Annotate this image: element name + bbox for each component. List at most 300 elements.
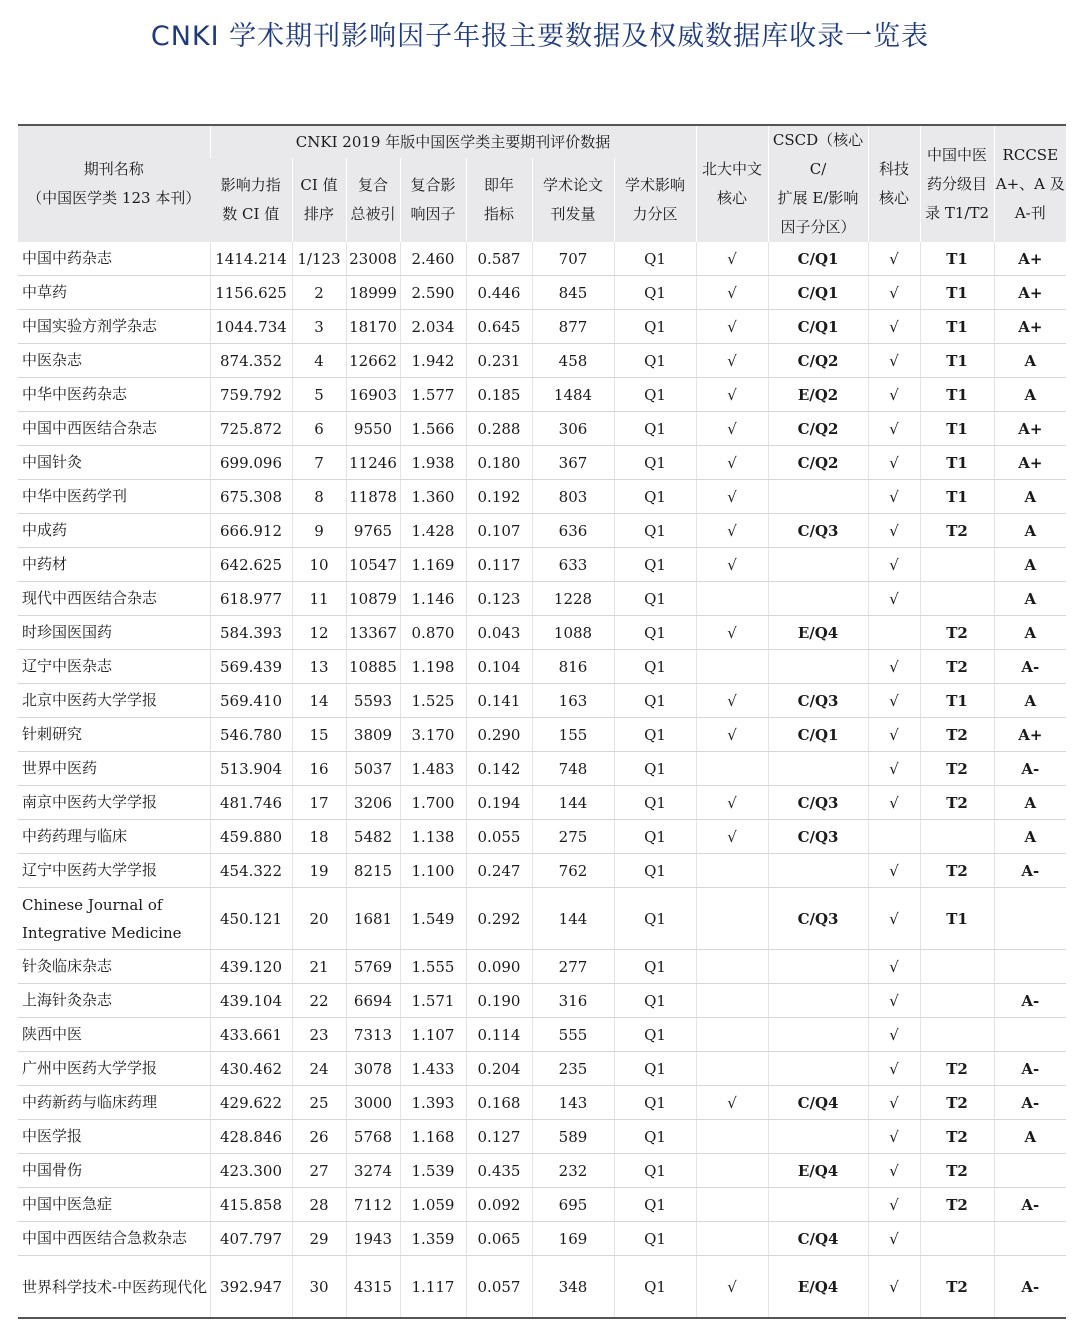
journal-name-cell: 世界科学技术-中医药现代化 bbox=[18, 1256, 210, 1319]
journal-name-cell: 南京中医药大学学报 bbox=[18, 786, 210, 820]
table-cell: √ bbox=[868, 310, 920, 344]
table-cell: 1.549 bbox=[400, 888, 466, 950]
table-cell bbox=[920, 582, 994, 616]
table-cell: 3078 bbox=[346, 1052, 400, 1086]
journal-name-cell: 中成药 bbox=[18, 514, 210, 548]
table-cell: A bbox=[994, 820, 1066, 854]
table-cell: 2.460 bbox=[400, 242, 466, 276]
journal-table bbox=[18, 124, 1066, 1319]
table-cell: C/Q3 bbox=[768, 786, 868, 820]
table-cell: 235 bbox=[532, 1052, 614, 1086]
table-cell: A- bbox=[994, 752, 1066, 786]
table-cell: √ bbox=[868, 276, 920, 310]
table-cell: C/Q1 bbox=[768, 310, 868, 344]
table-cell: A bbox=[994, 480, 1066, 514]
table-cell: 1.566 bbox=[400, 412, 466, 446]
table-cell: A+ bbox=[994, 718, 1066, 752]
table-cell: T2 bbox=[920, 1086, 994, 1120]
table-cell: √ bbox=[868, 1086, 920, 1120]
table-cell: 546.780 bbox=[210, 718, 292, 752]
table-cell bbox=[994, 1018, 1066, 1052]
journal-name-cell: 中国中西医结合急救杂志 bbox=[18, 1222, 210, 1256]
table-cell: 0.587 bbox=[466, 242, 532, 276]
journal-name-cell: 针刺研究 bbox=[18, 718, 210, 752]
journal-name-cell: 中华中医药杂志 bbox=[18, 378, 210, 412]
table-cell: 0.114 bbox=[466, 1018, 532, 1052]
table-cell: 1.555 bbox=[400, 950, 466, 984]
header-tcm-grade: 中国中医 药分级目 录 T1/T2 bbox=[920, 125, 994, 242]
table-cell: Q1 bbox=[614, 616, 696, 650]
table-cell: 5 bbox=[292, 378, 346, 412]
table-cell: 0.204 bbox=[466, 1052, 532, 1086]
table-cell: 707 bbox=[532, 242, 614, 276]
table-cell: 16903 bbox=[346, 378, 400, 412]
table-cell: 392.947 bbox=[210, 1256, 292, 1319]
table-cell: √ bbox=[696, 412, 768, 446]
table-cell bbox=[920, 950, 994, 984]
table-cell bbox=[768, 854, 868, 888]
table-cell: Q1 bbox=[614, 480, 696, 514]
table-cell: Q1 bbox=[614, 582, 696, 616]
table-cell: 7313 bbox=[346, 1018, 400, 1052]
table-cell: Q1 bbox=[614, 718, 696, 752]
table-cell: A+ bbox=[994, 276, 1066, 310]
table-cell: 11246 bbox=[346, 446, 400, 480]
table-cell: T2 bbox=[920, 1052, 994, 1086]
table-cell bbox=[768, 1188, 868, 1222]
table-cell: √ bbox=[868, 888, 920, 950]
table-cell: √ bbox=[868, 514, 920, 548]
table-row bbox=[18, 820, 1066, 854]
table-cell: 11878 bbox=[346, 480, 400, 514]
table-cell: 2 bbox=[292, 276, 346, 310]
table-cell: 26 bbox=[292, 1120, 346, 1154]
table-row bbox=[18, 1188, 1066, 1222]
table-cell: C/Q4 bbox=[768, 1086, 868, 1120]
table-row bbox=[18, 650, 1066, 684]
table-cell: 633 bbox=[532, 548, 614, 582]
table-cell: 584.393 bbox=[210, 616, 292, 650]
table-cell: T2 bbox=[920, 718, 994, 752]
table-cell: T2 bbox=[920, 616, 994, 650]
table-cell: Q1 bbox=[614, 1222, 696, 1256]
table-cell: 1414.214 bbox=[210, 242, 292, 276]
table-cell: A- bbox=[994, 1188, 1066, 1222]
journal-name-cell: 中药药理与临床 bbox=[18, 820, 210, 854]
table-cell: √ bbox=[868, 718, 920, 752]
table-row bbox=[18, 378, 1066, 412]
table-cell: 1.700 bbox=[400, 786, 466, 820]
table-cell bbox=[696, 1154, 768, 1188]
table-cell bbox=[768, 1120, 868, 1154]
table-cell: Q1 bbox=[614, 1052, 696, 1086]
journal-name-cell: 中药新药与临床药理 bbox=[18, 1086, 210, 1120]
table-cell: 0.292 bbox=[466, 888, 532, 950]
table-cell: 1.539 bbox=[400, 1154, 466, 1188]
table-cell: 0.190 bbox=[466, 984, 532, 1018]
table-cell: √ bbox=[696, 378, 768, 412]
table-cell: 306 bbox=[532, 412, 614, 446]
table-cell: T2 bbox=[920, 650, 994, 684]
table-cell: 0.055 bbox=[466, 820, 532, 854]
table-cell: 1.198 bbox=[400, 650, 466, 684]
table-cell: 513.904 bbox=[210, 752, 292, 786]
header-ci-value: 影响力指 数 CI 值 bbox=[210, 158, 292, 242]
table-cell: 0.247 bbox=[466, 854, 532, 888]
table-cell: 699.096 bbox=[210, 446, 292, 480]
table-cell: T1 bbox=[920, 378, 994, 412]
table-cell: 439.120 bbox=[210, 950, 292, 984]
table-cell: Q1 bbox=[614, 378, 696, 412]
table-cell: T1 bbox=[920, 242, 994, 276]
table-cell: T2 bbox=[920, 1154, 994, 1188]
table-cell: T1 bbox=[920, 684, 994, 718]
header-immediacy-index: 即年 指标 bbox=[466, 158, 532, 242]
table-cell: 144 bbox=[532, 786, 614, 820]
table-cell: 0.117 bbox=[466, 548, 532, 582]
table-cell: √ bbox=[868, 1052, 920, 1086]
table-cell: 12 bbox=[292, 616, 346, 650]
table-cell: √ bbox=[868, 412, 920, 446]
table-cell: 9 bbox=[292, 514, 346, 548]
table-cell: Q1 bbox=[614, 548, 696, 582]
table-cell: 1088 bbox=[532, 616, 614, 650]
header-sci-core: 科技 核心 bbox=[868, 125, 920, 242]
header-cnki-group: CNKI 2019 年版中国医学类主要期刊评价数据 bbox=[210, 125, 696, 158]
journal-name-cell: 中华中医药学刊 bbox=[18, 480, 210, 514]
table-cell bbox=[920, 1222, 994, 1256]
table-cell: 348 bbox=[532, 1256, 614, 1319]
table-cell: Q1 bbox=[614, 1018, 696, 1052]
table-cell: 1.168 bbox=[400, 1120, 466, 1154]
table-cell: 0.288 bbox=[466, 412, 532, 446]
table-cell: 1.100 bbox=[400, 854, 466, 888]
table-cell: √ bbox=[696, 446, 768, 480]
table-cell bbox=[920, 548, 994, 582]
table-cell: A bbox=[994, 684, 1066, 718]
table-cell: C/Q4 bbox=[768, 1222, 868, 1256]
table-cell bbox=[868, 616, 920, 650]
table-cell: 28 bbox=[292, 1188, 346, 1222]
table-cell: √ bbox=[696, 820, 768, 854]
table-cell bbox=[768, 1018, 868, 1052]
table-cell: 30 bbox=[292, 1256, 346, 1319]
table-cell: A bbox=[994, 548, 1066, 582]
table-cell: 423.300 bbox=[210, 1154, 292, 1188]
journal-name-cell: 广州中医药大学学报 bbox=[18, 1052, 210, 1086]
table-cell: 27 bbox=[292, 1154, 346, 1188]
table-cell: 0.123 bbox=[466, 582, 532, 616]
table-row bbox=[18, 718, 1066, 752]
table-cell: 877 bbox=[532, 310, 614, 344]
table-cell: 874.352 bbox=[210, 344, 292, 378]
table-row bbox=[18, 1052, 1066, 1086]
table-cell: 618.977 bbox=[210, 582, 292, 616]
table-cell: 1.138 bbox=[400, 820, 466, 854]
table-cell: 277 bbox=[532, 950, 614, 984]
table-cell: √ bbox=[696, 548, 768, 582]
table-cell: 0.104 bbox=[466, 650, 532, 684]
table-cell: A bbox=[994, 514, 1066, 548]
table-cell: 1156.625 bbox=[210, 276, 292, 310]
table-cell: E/Q4 bbox=[768, 616, 868, 650]
table-cell: 0.194 bbox=[466, 786, 532, 820]
table-cell: 1.059 bbox=[400, 1188, 466, 1222]
header-impact-quartile: 学术影响 力分区 bbox=[614, 158, 696, 242]
table-cell bbox=[920, 984, 994, 1018]
table-cell: 1681 bbox=[346, 888, 400, 950]
table-row bbox=[18, 548, 1066, 582]
table-cell bbox=[696, 752, 768, 786]
table-cell: 0.180 bbox=[466, 446, 532, 480]
table-cell: A+ bbox=[994, 446, 1066, 480]
table-cell: A- bbox=[994, 1052, 1066, 1086]
table-cell: √ bbox=[696, 514, 768, 548]
table-cell: √ bbox=[696, 616, 768, 650]
table-cell: 589 bbox=[532, 1120, 614, 1154]
table-cell: 569.410 bbox=[210, 684, 292, 718]
table-cell: E/Q4 bbox=[768, 1154, 868, 1188]
table-cell: √ bbox=[868, 786, 920, 820]
table-row bbox=[18, 276, 1066, 310]
table-cell: 13367 bbox=[346, 616, 400, 650]
table-cell: √ bbox=[868, 480, 920, 514]
table-row bbox=[18, 1086, 1066, 1120]
table-cell: 1.433 bbox=[400, 1052, 466, 1086]
table-cell: 433.661 bbox=[210, 1018, 292, 1052]
table-cell: Q1 bbox=[614, 344, 696, 378]
table-cell: √ bbox=[696, 344, 768, 378]
journal-name-cell: 时珍国医国药 bbox=[18, 616, 210, 650]
table-cell: 0.142 bbox=[466, 752, 532, 786]
table-cell: T1 bbox=[920, 344, 994, 378]
table-cell: C/Q2 bbox=[768, 344, 868, 378]
table-cell: 0.107 bbox=[466, 514, 532, 548]
journal-name-cell: 北京中医药大学学报 bbox=[18, 684, 210, 718]
table-cell: 725.872 bbox=[210, 412, 292, 446]
page-title: CNKI 学术期刊影响因子年报主要数据及权威数据库收录一览表 bbox=[150, 21, 930, 52]
table-cell: 0.057 bbox=[466, 1256, 532, 1319]
journal-name-cell: 世界中医药 bbox=[18, 752, 210, 786]
table-cell bbox=[696, 984, 768, 1018]
table-cell: √ bbox=[696, 480, 768, 514]
journal-name-cell: 中医杂志 bbox=[18, 344, 210, 378]
table-cell: 10885 bbox=[346, 650, 400, 684]
table-cell: 3809 bbox=[346, 718, 400, 752]
table-cell: 1.117 bbox=[400, 1256, 466, 1319]
table-cell: 0.141 bbox=[466, 684, 532, 718]
table-cell: 450.121 bbox=[210, 888, 292, 950]
table-cell: 1044.734 bbox=[210, 310, 292, 344]
table-cell: √ bbox=[696, 786, 768, 820]
table-cell: 10 bbox=[292, 548, 346, 582]
table-cell: √ bbox=[868, 1018, 920, 1052]
table-cell: 3 bbox=[292, 310, 346, 344]
table-cell: 0.192 bbox=[466, 480, 532, 514]
table-cell bbox=[696, 1188, 768, 1222]
table-cell: √ bbox=[868, 344, 920, 378]
table-cell: 415.858 bbox=[210, 1188, 292, 1222]
table-cell: 5037 bbox=[346, 752, 400, 786]
table-cell: 15 bbox=[292, 718, 346, 752]
table-cell bbox=[994, 1222, 1066, 1256]
table-cell: 2.590 bbox=[400, 276, 466, 310]
table-cell: A+ bbox=[994, 242, 1066, 276]
table-cell: C/Q1 bbox=[768, 242, 868, 276]
journal-name-cell: 中国中西医结合杂志 bbox=[18, 412, 210, 446]
journal-name-cell: 中国中医急症 bbox=[18, 1188, 210, 1222]
table-cell: 1.360 bbox=[400, 480, 466, 514]
table-cell: Q1 bbox=[614, 242, 696, 276]
table-cell: 666.912 bbox=[210, 514, 292, 548]
table-cell: 481.746 bbox=[210, 786, 292, 820]
table-cell: T1 bbox=[920, 888, 994, 950]
table-row bbox=[18, 1256, 1066, 1319]
table-cell: 0.127 bbox=[466, 1120, 532, 1154]
table-cell: 1.393 bbox=[400, 1086, 466, 1120]
table-cell: T2 bbox=[920, 854, 994, 888]
table-cell: A- bbox=[994, 984, 1066, 1018]
table-cell bbox=[696, 1018, 768, 1052]
table-cell: 25 bbox=[292, 1086, 346, 1120]
table-cell: 3000 bbox=[346, 1086, 400, 1120]
journal-name-cell: Chinese Journal of Integrative Medicine bbox=[18, 888, 210, 950]
table-cell: 24 bbox=[292, 1052, 346, 1086]
table-cell: C/Q2 bbox=[768, 412, 868, 446]
table-cell: T2 bbox=[920, 1188, 994, 1222]
table-row bbox=[18, 950, 1066, 984]
table-cell bbox=[768, 582, 868, 616]
table-cell: 3206 bbox=[346, 786, 400, 820]
table-cell: 1.577 bbox=[400, 378, 466, 412]
table-cell: √ bbox=[868, 1120, 920, 1154]
table-cell: 6694 bbox=[346, 984, 400, 1018]
table-cell: 367 bbox=[532, 446, 614, 480]
journal-name-cell: 中国针灸 bbox=[18, 446, 210, 480]
table-cell: A+ bbox=[994, 310, 1066, 344]
table-cell bbox=[768, 950, 868, 984]
table-row bbox=[18, 888, 1066, 950]
table-cell: 3274 bbox=[346, 1154, 400, 1188]
table-cell bbox=[768, 984, 868, 1018]
table-cell: √ bbox=[868, 582, 920, 616]
table-cell: 429.622 bbox=[210, 1086, 292, 1120]
table-cell: 19 bbox=[292, 854, 346, 888]
table-cell: Q1 bbox=[614, 984, 696, 1018]
journal-name-cell: 中国实验方剂学杂志 bbox=[18, 310, 210, 344]
table-cell: 0.185 bbox=[466, 378, 532, 412]
table-cell bbox=[768, 480, 868, 514]
table-cell: 8215 bbox=[346, 854, 400, 888]
table-cell: 407.797 bbox=[210, 1222, 292, 1256]
journal-name-cell: 中国骨伤 bbox=[18, 1154, 210, 1188]
table-cell bbox=[920, 1018, 994, 1052]
table-cell: A- bbox=[994, 650, 1066, 684]
table-cell: 21 bbox=[292, 950, 346, 984]
table-cell: 1.483 bbox=[400, 752, 466, 786]
table-cell: 16 bbox=[292, 752, 346, 786]
table-cell: √ bbox=[868, 650, 920, 684]
table-cell: Q1 bbox=[614, 820, 696, 854]
journal-name-cell: 现代中西医结合杂志 bbox=[18, 582, 210, 616]
table-cell: Q1 bbox=[614, 446, 696, 480]
table-cell: 1.169 bbox=[400, 548, 466, 582]
table-cell: 1943 bbox=[346, 1222, 400, 1256]
table-cell bbox=[920, 820, 994, 854]
table-cell: 2.034 bbox=[400, 310, 466, 344]
table-cell bbox=[994, 888, 1066, 950]
header-ci-rank: CI 值 排序 bbox=[292, 158, 346, 242]
table-cell: 8 bbox=[292, 480, 346, 514]
table-cell: 18170 bbox=[346, 310, 400, 344]
table-cell: 5593 bbox=[346, 684, 400, 718]
table-cell: 7 bbox=[292, 446, 346, 480]
table-cell: Q1 bbox=[614, 888, 696, 950]
table-cell: A- bbox=[994, 854, 1066, 888]
table-row bbox=[18, 1222, 1066, 1256]
table-cell: 155 bbox=[532, 718, 614, 752]
table-cell: 169 bbox=[532, 1222, 614, 1256]
table-cell: T2 bbox=[920, 514, 994, 548]
table-cell bbox=[696, 1120, 768, 1154]
table-row bbox=[18, 582, 1066, 616]
table-cell: 816 bbox=[532, 650, 614, 684]
table-cell: 803 bbox=[532, 480, 614, 514]
table-cell: 0.645 bbox=[466, 310, 532, 344]
table-cell: A+ bbox=[994, 412, 1066, 446]
table-cell: 9765 bbox=[346, 514, 400, 548]
journal-name-cell: 辽宁中医杂志 bbox=[18, 650, 210, 684]
table-cell: 1484 bbox=[532, 378, 614, 412]
table-cell: C/Q1 bbox=[768, 276, 868, 310]
table-cell: C/Q3 bbox=[768, 820, 868, 854]
table-cell: Q1 bbox=[614, 650, 696, 684]
table-row bbox=[18, 616, 1066, 650]
table-cell bbox=[696, 854, 768, 888]
table-cell: 0.168 bbox=[466, 1086, 532, 1120]
table-cell: 144 bbox=[532, 888, 614, 950]
table-cell: Q1 bbox=[614, 310, 696, 344]
table-cell: 0.446 bbox=[466, 276, 532, 310]
journal-name-cell: 中医学报 bbox=[18, 1120, 210, 1154]
table-cell: 13 bbox=[292, 650, 346, 684]
header-rccse: RCCSE A+、A 及 A-刊 bbox=[994, 125, 1066, 242]
table-cell: 636 bbox=[532, 514, 614, 548]
table-cell bbox=[696, 650, 768, 684]
table-cell: 1.107 bbox=[400, 1018, 466, 1052]
header-journal-name: 期刊名称 （中国医学类 123 本刊） bbox=[18, 125, 210, 242]
table-cell: 163 bbox=[532, 684, 614, 718]
header-impact-factor: 复合影 响因子 bbox=[400, 158, 466, 242]
table-cell: √ bbox=[868, 1256, 920, 1319]
table-cell: A bbox=[994, 1120, 1066, 1154]
journal-name-cell: 中草药 bbox=[18, 276, 210, 310]
table-row bbox=[18, 514, 1066, 548]
header-paper-count: 学术论文 刊发量 bbox=[532, 158, 614, 242]
table-cell: C/Q1 bbox=[768, 718, 868, 752]
table-cell: T1 bbox=[920, 412, 994, 446]
table-cell: A bbox=[994, 344, 1066, 378]
table-cell: A bbox=[994, 786, 1066, 820]
table-cell: A- bbox=[994, 1256, 1066, 1319]
table-cell: 232 bbox=[532, 1154, 614, 1188]
table-cell bbox=[696, 888, 768, 950]
journal-name-cell: 上海针灸杂志 bbox=[18, 984, 210, 1018]
table-cell: 1.938 bbox=[400, 446, 466, 480]
table-cell: E/Q2 bbox=[768, 378, 868, 412]
table-cell bbox=[696, 1052, 768, 1086]
table-header bbox=[18, 125, 1066, 242]
